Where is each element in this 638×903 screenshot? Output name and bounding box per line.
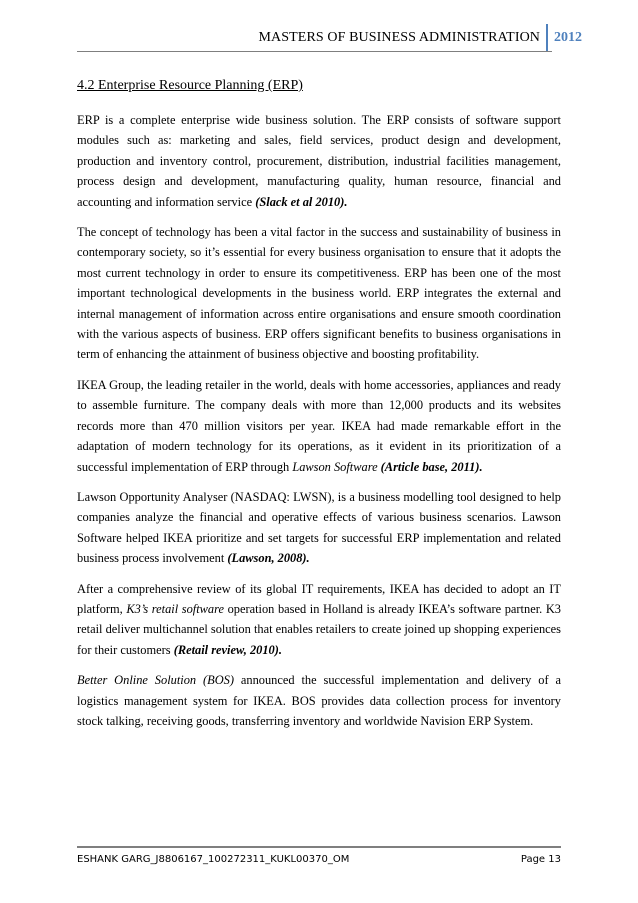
page-content xyxy=(77,76,561,741)
paragraph-3 xyxy=(77,375,561,477)
paragraph-4 xyxy=(77,487,561,569)
page-header xyxy=(259,26,583,50)
header-year: 2012 xyxy=(554,30,582,45)
section-title: 4.2 Enterprise Resource Planning (ERP) xyxy=(77,78,303,93)
footer-author-id: ESHANK GARG_J8806167_100272311_KUKL00370_OM xyxy=(77,854,350,865)
paragraph-5-italic: K3’s retail software xyxy=(126,601,224,616)
footer-rule xyxy=(77,846,561,848)
paragraph-2-text: The concept of technology has been a vital factor in the success and sustainability of business in contemporary society, so it’s essential for every business organisation to ensure that it adopts the most current technology in order to ensure its competitiveness. ERP has been one of the most important technological developments in the business world. ERP integrates the external and internal management of information across entire organisations and ensure smooth coordination with the various aspects of business. ERP offers significant benefits to business organisations in term of enhancing the attainment of business objective and boosting profitability. xyxy=(77,225,561,362)
paragraph-3-italic: Lawson Software xyxy=(292,459,378,474)
paragraph-1-text: ERP is a complete enterprise wide business solution. The ERP consists of software support modules such as: marketing and sales, field services, product design and development, production and inventory control, procurement, distribution, industrial facilities management, process design and development, manufacturing quality, human resource, financial and accounting and information service xyxy=(77,113,561,209)
paragraph-4-citation: (Lawson, 2008). xyxy=(227,551,310,566)
header-title: MASTERS OF BUSINESS ADMINISTRATION xyxy=(258,30,540,45)
paragraph-3-citation: (Article base, 2011). xyxy=(377,459,483,474)
paragraph-5-text-b: operation based in Holland is already IKEA’s software partner. K3 retail deliver multichannel solution that enables retailers to create joined up shopping experiences for their customers xyxy=(77,601,561,657)
page-footer xyxy=(77,854,561,865)
paragraph-5-citation: (Retail review, 2010). xyxy=(173,642,282,657)
paragraph-1-citation: (Slack et al 2010). xyxy=(255,194,348,209)
paragraph-6-italic: Better Online Solution (BOS) xyxy=(77,673,234,688)
paragraph-6 xyxy=(77,670,561,731)
paragraph-5 xyxy=(77,579,561,661)
paragraph-1 xyxy=(77,110,561,212)
paragraph-5-text-a: After a comprehensive review of its global IT requirements, IKEA has decided to adopt an IT platform, xyxy=(77,581,561,616)
paragraph-2 xyxy=(77,222,561,365)
footer-page-number: Page 13 xyxy=(520,854,561,865)
paragraph-3-text: IKEA Group, the leading retailer in the world, deals with home accessories, appliances and ready to assemble furniture. The company deals with more than 12,000 products and its websites records more than 470 million visitors per year. IKEA had made remarkable effort in the adaptation of modern technology for its operations, as it evident in its prioritization of a successful implementation of ERP through xyxy=(77,377,561,474)
header-rule xyxy=(77,51,552,52)
paragraph-4-text: Lawson Opportunity Analyser (NASDAQ: LWSN), is a business modelling tool designed to help companies analyze the financial and operative effects of various business scenarios. Lawson Software helped IKEA prioritize and set targets for successful ERP implementation and related business process involvement xyxy=(77,489,561,566)
paragraph-6-text: announced the successful implementation and delivery of a logistics management system for IKEA. BOS provides data collection process for inventory stock talking, receiving goods, transferring inventory and worldwide Navision ERP System. xyxy=(77,673,562,728)
